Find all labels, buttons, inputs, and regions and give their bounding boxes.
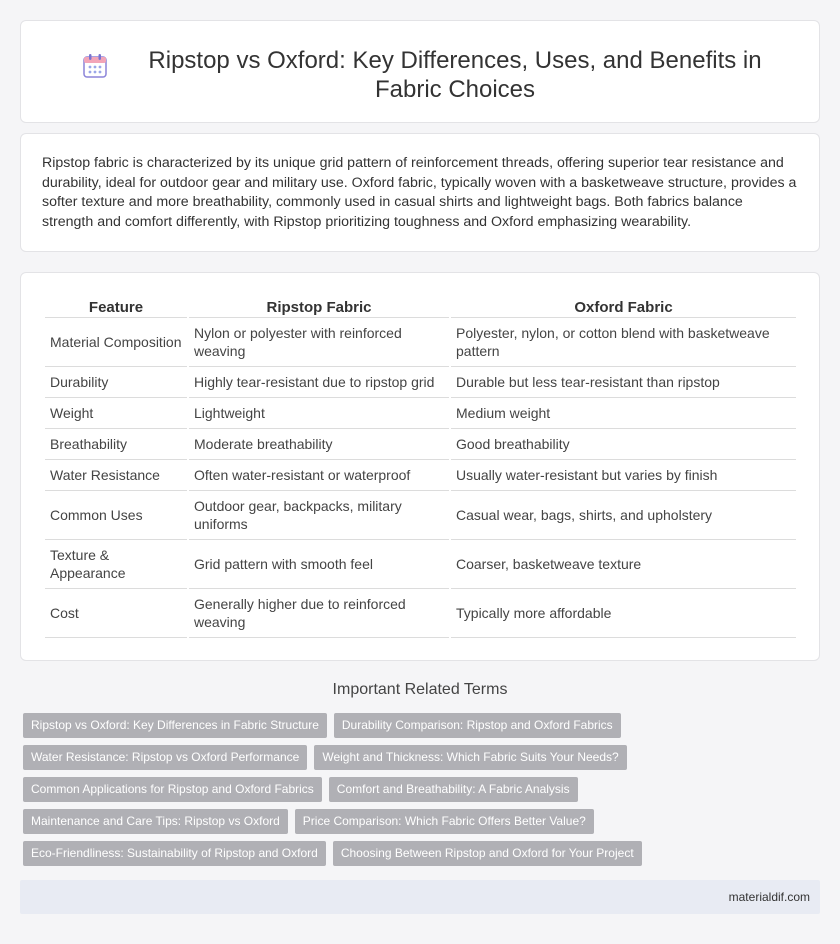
ripstop-cell: Outdoor gear, backpacks, military uniforms [189, 491, 449, 540]
related-term-tag[interactable]: Comfort and Breathability: A Fabric Analysis [329, 777, 578, 802]
related-term-tag[interactable]: Price Comparison: Which Fabric Offers Better Value? [295, 809, 594, 834]
feature-cell: Texture & Appearance [45, 540, 187, 589]
oxford-cell: Usually water-resistant but varies by finish [451, 460, 796, 491]
title-row [81, 46, 799, 104]
oxford-cell: Casual wear, bags, shirts, and upholstery [451, 491, 796, 540]
oxford-cell: Medium weight [451, 398, 796, 429]
oxford-cell: Good breathability [451, 429, 796, 460]
tag-row [23, 841, 823, 866]
oxford-cell: Typically more affordable [451, 589, 796, 638]
comparison-table-card [20, 272, 820, 661]
comparison-table [43, 295, 798, 638]
related-term-tag[interactable]: Weight and Thickness: Which Fabric Suits Your Needs? [314, 745, 626, 770]
table-row [45, 460, 796, 491]
table-row [45, 429, 796, 460]
table-header-row [45, 295, 796, 318]
tag-row [23, 745, 823, 770]
table-row [45, 367, 796, 398]
related-term-tag[interactable]: Maintenance and Care Tips: Ripstop vs Oxford [23, 809, 288, 834]
tag-row [23, 713, 823, 738]
table-row [45, 491, 796, 540]
ripstop-cell: Lightweight [189, 398, 449, 429]
ripstop-cell: Moderate breathability [189, 429, 449, 460]
oxford-cell: Coarser, basketweave texture [451, 540, 796, 589]
header-ripstop: Ripstop Fabric [189, 295, 449, 318]
header-feature: Feature [45, 295, 187, 318]
table-row [45, 540, 796, 589]
tag-row [23, 777, 823, 802]
feature-cell: Breathability [45, 429, 187, 460]
feature-cell: Durability [45, 367, 187, 398]
feature-cell: Material Composition [45, 318, 187, 367]
table-row [45, 589, 796, 638]
oxford-cell: Durable but less tear-resistant than ripstop [451, 367, 796, 398]
header-oxford: Oxford Fabric [451, 295, 796, 318]
ripstop-cell: Nylon or polyester with reinforced weaving [189, 318, 449, 367]
related-term-tag[interactable]: Ripstop vs Oxford: Key Differences in Fabric Structure [23, 713, 327, 738]
feature-cell: Cost [45, 589, 187, 638]
summary-card [20, 133, 820, 252]
related-term-tag[interactable]: Common Applications for Ripstop and Oxford Fabrics [23, 777, 322, 802]
related-term-tag[interactable]: Choosing Between Ripstop and Oxford for Your Project [333, 841, 642, 866]
header-card [20, 20, 820, 123]
feature-cell: Water Resistance [45, 460, 187, 491]
calendar-icon [81, 52, 109, 80]
ripstop-cell: Grid pattern with smooth feel [189, 540, 449, 589]
oxford-cell: Polyester, nylon, or cotton blend with basketweave pattern [451, 318, 796, 367]
feature-cell: Common Uses [45, 491, 187, 540]
summary-text: Ripstop fabric is characterized by its unique grid pattern of reinforcement threads, offering superior tear resistance and durability, ideal for outdoor gear and military use. Oxford fabric, typically woven with a basketweave structure, provides a softer texture and more breathability, commonly used in casual shirts and lightweight bags. Both fabrics balance strength and comfort differently, with Ripstop prioritizing toughness and Oxford emphasizing wearability. [42, 155, 797, 230]
tag-row [23, 809, 823, 834]
ripstop-cell: Generally higher due to reinforced weaving [189, 589, 449, 638]
related-term-tag[interactable]: Durability Comparison: Ripstop and Oxford Fabrics [334, 713, 621, 738]
feature-cell: Weight [45, 398, 187, 429]
table-row [45, 398, 796, 429]
related-term-tag[interactable]: Water Resistance: Ripstop vs Oxford Performance [23, 745, 307, 770]
table-row [45, 318, 796, 367]
page-title: Ripstop vs Oxford: Key Differences, Uses, and Benefits in Fabric Choices [148, 47, 762, 103]
related-term-tag[interactable]: Eco-Friendliness: Sustainability of Ripstop and Oxford [23, 841, 326, 866]
footer [20, 880, 820, 914]
related-terms-tags [23, 713, 823, 873]
footer-site-link[interactable]: materialdif.com [728, 890, 810, 904]
ripstop-cell: Highly tear-resistant due to ripstop grid [189, 367, 449, 398]
ripstop-cell: Often water-resistant or waterproof [189, 460, 449, 491]
related-terms-title: Important Related Terms [332, 681, 508, 698]
